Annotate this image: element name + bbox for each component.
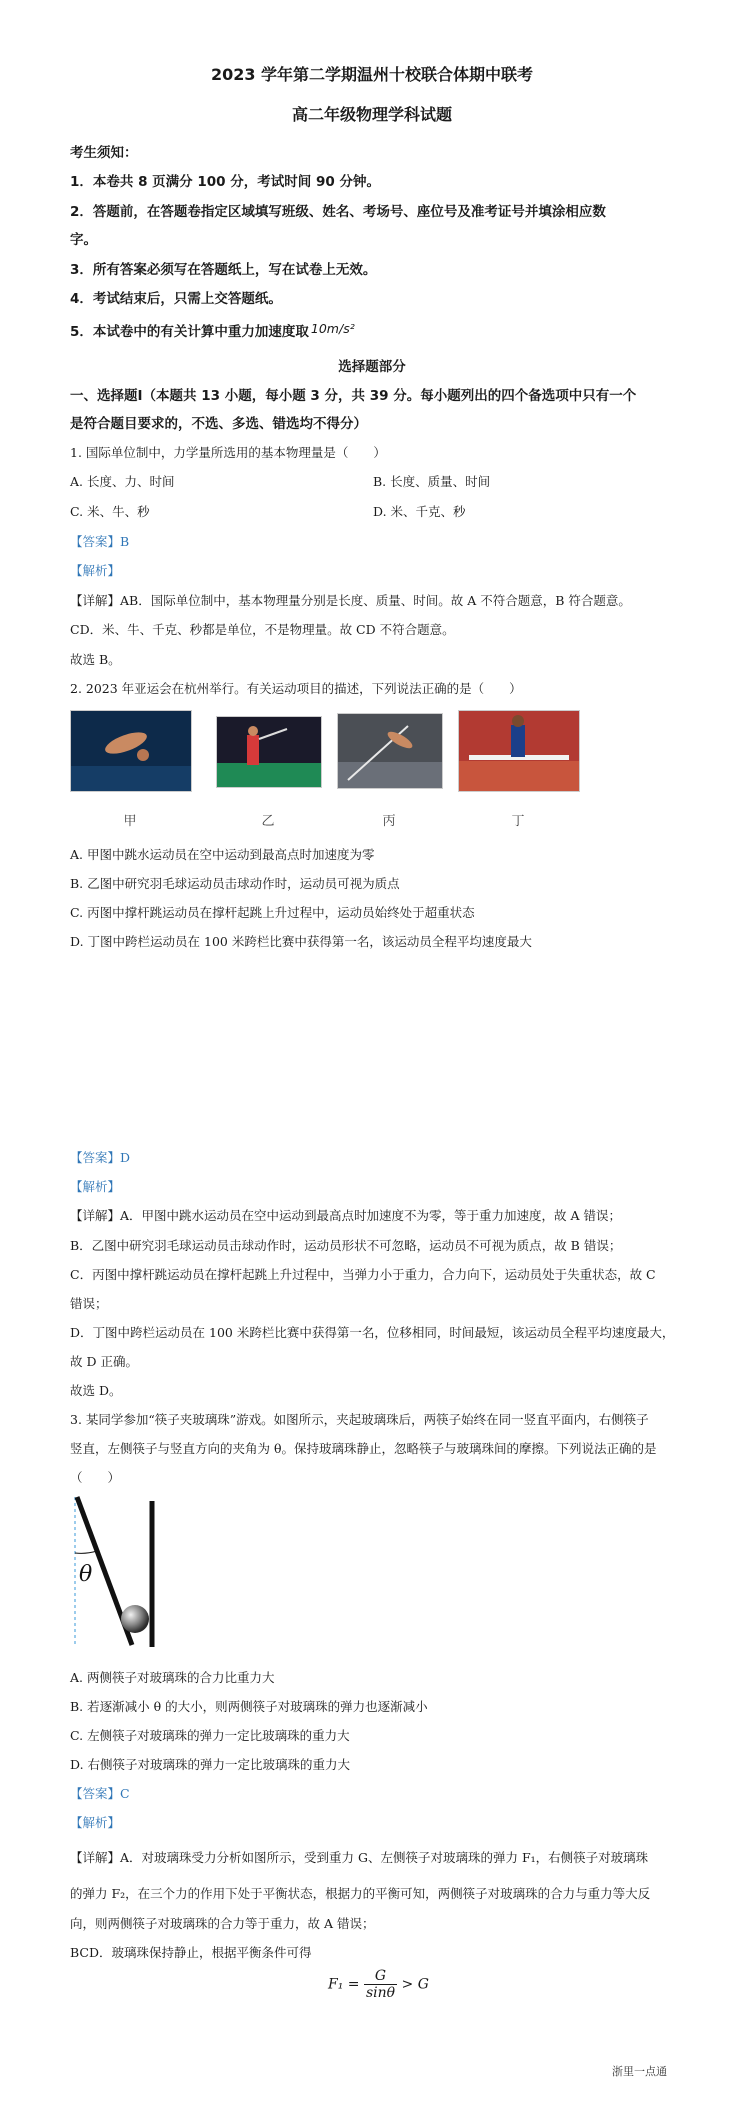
chopsticks-svg bbox=[70, 1495, 160, 1650]
q2-answer: 【答案】D bbox=[70, 1150, 131, 1165]
q3-detail-2: BCD．玻璃珠保持静止，根据平衡条件可得 bbox=[70, 1945, 312, 1960]
q2-option-c: C. 丙图中撑杆跳运动员在撑杆起跳上升过程中，运动员始终处于超重状态 bbox=[70, 905, 475, 920]
q1-detail-2: CD．米、牛、千克、秒都是单位，不是物理量。故 CD 不符合题意。 bbox=[70, 622, 455, 637]
notice-item-5 bbox=[70, 320, 355, 340]
angle-arc bbox=[75, 1551, 97, 1553]
q1-stem: 1. 国际单位制中，力学量所选用的基本物理量是（ ） bbox=[70, 445, 386, 460]
q2-detail-4-cont: 故 D 正确。 bbox=[70, 1354, 138, 1369]
formula-denominator: sinθ bbox=[365, 1985, 396, 2001]
formula-fraction bbox=[364, 1968, 397, 2001]
caption-yi: 乙 bbox=[261, 814, 275, 829]
chopsticks-diagram bbox=[70, 1495, 160, 1650]
q3-answer: 【答案】C bbox=[70, 1786, 130, 1801]
q2-detail-4: D．丁图中跨栏运动员在 100 米跨栏比赛中获得第一名，位移相同，时间最短，该运动员全程平均速度最大， bbox=[70, 1325, 675, 1340]
section-heading: 一、选择题Ⅰ（本题共 13 小题，每小题 3 分，共 39 分。每小题列出的四个备选项中只有一个 bbox=[70, 388, 637, 404]
q3-stem-2: 竖直，左侧筷子与竖直方向的夹角为 θ。保持玻璃珠静止，忽略筷子与玻璃珠间的摩擦。下列说法正确的是 bbox=[70, 1441, 657, 1456]
q1-analysis: 【解析】 bbox=[70, 563, 121, 578]
diving-image bbox=[71, 711, 191, 791]
q2-detail-2: B．乙图中研究羽毛球运动员击球动作时，运动员形状不可忽略，运动员不可视为质点，故 B 错误； bbox=[70, 1238, 622, 1253]
pole-vault-photo bbox=[337, 713, 443, 789]
notice-item-2-cont: 字。 bbox=[70, 232, 97, 248]
q2-option-b: B. 乙图中研究羽毛球运动员击球动作时，运动员可视为质点 bbox=[70, 876, 400, 891]
q2-option-a: A. 甲图中跳水运动员在空中运动到最高点时加速度为零 bbox=[70, 847, 375, 862]
pole-vault-image bbox=[338, 714, 442, 788]
q2-stem: 2. 2023 年亚运会在杭州举行。有关运动项目的描述，下列说法正确的是（ ） bbox=[70, 681, 522, 696]
caption-ding: 丁 bbox=[511, 814, 525, 829]
gravity-value: 10m/s² bbox=[310, 321, 355, 336]
q2-detail-3-cont: 错误； bbox=[70, 1296, 108, 1311]
q3-option-a: A. 两侧筷子对玻璃珠的合力比重力大 bbox=[70, 1670, 275, 1685]
q2-detail-1: 【详解】A．甲图中跳水运动员在空中运动到最高点时加速度不为零，等于重力加速度，故 A 错误； bbox=[70, 1208, 622, 1223]
diving-photo bbox=[70, 710, 192, 792]
footer-watermark: 浙里一点通 bbox=[612, 2065, 667, 2078]
q2-detail-3: C．丙图中撑杆跳运动员在撑杆起跳上升过程中，当弹力小于重力，合力向下，运动员处于失重状态，故 C bbox=[70, 1267, 656, 1282]
caption-jia: 甲 bbox=[123, 814, 137, 829]
formula-lhs: F₁ = bbox=[328, 1976, 360, 1993]
badminton-photo bbox=[216, 716, 322, 788]
q1-option-d: D. 米、千克、秒 bbox=[373, 504, 466, 519]
q2-conclusion: 故选 D。 bbox=[70, 1383, 122, 1398]
badminton-image bbox=[217, 717, 321, 787]
q1-conclusion: 故选 B。 bbox=[70, 652, 121, 667]
notice-item-2: 2．答题前，在答题卷指定区域填写班级、姓名、考场号、座位号及准考证号并填涂相应数 bbox=[70, 204, 606, 220]
notice-item-1: 1．本卷共 8 页满分 100 分，考试时间 90 分钟。 bbox=[70, 174, 380, 190]
glass-bead bbox=[121, 1605, 149, 1633]
notice-item-4: 4．考试结束后，只需上交答题纸。 bbox=[70, 291, 282, 307]
q3-formula bbox=[328, 1968, 429, 2001]
exam-subtitle: 高二年级物理学科试题 bbox=[291, 105, 452, 124]
section-title: 选择题部分 bbox=[338, 359, 406, 375]
q1-option-a: A. 长度、力、时间 bbox=[70, 474, 175, 489]
notice-item-5-text: 5．本试卷中的有关计算中重力加速度取 bbox=[70, 324, 309, 340]
hurdle-photo bbox=[458, 710, 580, 792]
q1-answer: 【答案】B bbox=[70, 534, 130, 549]
notice-heading: 考生须知： bbox=[70, 145, 138, 161]
q3-detail-1-end: 向，则两侧筷子对玻璃珠的合力等于重力，故 A 错误； bbox=[70, 1916, 375, 1931]
q3-detail-1: 【详解】A．对玻璃珠受力分析如图所示，受到重力 G、左侧筷子对玻璃珠的弹力 F₁，右侧筷子对玻璃珠 bbox=[70, 1850, 649, 1865]
formula-rhs: > G bbox=[401, 1976, 429, 1993]
q3-stem-1: 3. 某同学参加“筷子夹玻璃珠”游戏。如图所示，夹起玻璃珠后，两筷子始终在同一竖直平面内，右侧筷子 bbox=[70, 1412, 649, 1427]
q3-option-d: D. 右侧筷子对玻璃珠的弹力一定比玻璃珠的重力大 bbox=[70, 1757, 351, 1772]
q1-option-b: B. 长度、质量、时间 bbox=[373, 474, 491, 489]
section-heading-cont: 是符合题目要求的，不选、多选、错选均不得分） bbox=[70, 416, 367, 432]
theta-label: θ bbox=[79, 1562, 93, 1587]
hurdle-image bbox=[459, 711, 579, 791]
q3-detail-1-cont: 的弹力 F₂，在三个力的作用下处于平衡状态，根据力的平衡可知，两侧筷子对玻璃珠的合力与重力等大反 bbox=[70, 1886, 651, 1901]
q3-option-b: B. 若逐渐减小 θ 的大小，则两侧筷子对玻璃珠的弹力也逐渐减小 bbox=[70, 1699, 428, 1714]
formula-numerator: G bbox=[364, 1968, 397, 1985]
q3-analysis: 【解析】 bbox=[70, 1815, 121, 1830]
q1-detail-1: 【详解】AB．国际单位制中，基本物理量分别是长度、质量、时间。故 A 不符合题意，B 符合题意。 bbox=[70, 593, 631, 608]
q1-option-c: C. 米、牛、秒 bbox=[70, 504, 150, 519]
q3-stem-3: （ ） bbox=[70, 1470, 121, 1485]
exam-title: 2023 学年第二学期温州十校联合体期中联考 bbox=[210, 65, 534, 84]
q3-option-c: C. 左侧筷子对玻璃珠的弹力一定比玻璃珠的重力大 bbox=[70, 1728, 350, 1743]
caption-bing: 丙 bbox=[382, 814, 396, 829]
q2-option-d: D. 丁图中跨栏运动员在 100 米跨栏比赛中获得第一名，该运动员全程平均速度最大 bbox=[70, 934, 532, 949]
notice-item-3: 3．所有答案必须写在答题纸上，写在试卷上无效。 bbox=[70, 262, 377, 278]
q2-analysis: 【解析】 bbox=[70, 1179, 121, 1194]
